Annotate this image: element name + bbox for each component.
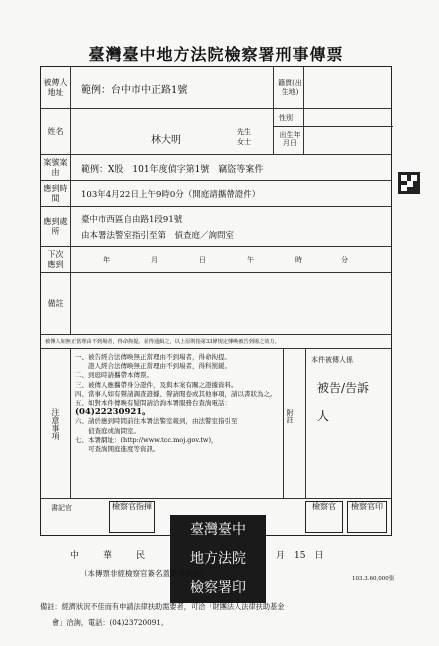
party-role-suffix: 人 <box>317 409 330 423</box>
next-year: 年 <box>103 256 110 264</box>
date-row <box>41 181 391 207</box>
date-value: 103年4月22日上午9時0分（開庭請攜帶證件） <box>81 190 261 200</box>
origin-label: 籍貫(出生地) <box>278 79 302 96</box>
official-seal: 臺灣臺中 地方法院 檢察署印 <box>170 515 266 603</box>
notice-header-row <box>41 335 391 349</box>
document-title: 臺灣臺中地方法院檢察署刑事傳票 <box>88 45 344 64</box>
notes-label: 注意事項 <box>41 349 71 498</box>
footer-line1: 備註：經濟狀況不佳而有申請法律扶助需要者，可洽「財團法人法律扶助基金 <box>40 602 285 611</box>
place-line1: 臺中市西區自由路1段91號 <box>81 215 183 225</box>
birth-label: 出生年月日 <box>279 131 301 147</box>
party-role: 被告/告訴 <box>317 381 370 395</box>
remarks-label: 備註 <box>41 273 71 334</box>
address-row <box>41 67 391 109</box>
annotation-label: 附註 <box>286 409 294 423</box>
name-value: 林大明 <box>151 135 181 146</box>
honorific-female: 女士 <box>237 138 251 146</box>
form-code: 103.3.60,000張 <box>352 576 395 582</box>
case-label: 案號案由 <box>41 155 71 180</box>
remarks-row <box>41 273 391 335</box>
qr-code-icon <box>398 172 420 194</box>
gender-label: 性別 <box>279 114 293 122</box>
prosecutor-stamp-left: 檢察官指揮 <box>109 501 155 533</box>
next-ampm: 午 <box>247 256 254 264</box>
date-label: 應到時間 <box>41 181 71 206</box>
address-value: 範例：台中市中正路1號 <box>81 85 188 96</box>
next-day: 日 <box>199 256 206 264</box>
case-value: 範例：X股 101年度偵字第1號 竊盜等案件 <box>81 165 264 175</box>
honorific-male: 先生 <box>237 128 251 136</box>
prosecutor-stamp-right-1: 檢察官 <box>305 501 343 533</box>
summons-form <box>40 66 392 536</box>
notice-header: 被傳人如無正當理由不到場者，得命拘提。並得通緝之，以上原則指第33條規定傳喚被告到場之效力。 <box>45 339 280 345</box>
next-minute: 分 <box>341 256 348 264</box>
next-month: 月 <box>151 256 158 264</box>
notes-list: 一、被告經合法傳喚無正當理由不到場者，得命拘提。 證人經合法傳喚無正當理由不到場者，得科罰鍰。 二、到庭時請攜帶本傳票。 三、被傳人應攜帶身分證件，及與本案有關之證據資料。 四、當事人如有聲請調查證據、聲請閱卷或其他事項，請以書狀為之。 五、如對本件傳喚有疑問請洽詢本署服務台查詢電話： (04)22230921。 六、請於應到時間前往本署法警室報到，由法警室指引至 偵查庭或詢問室。 七、本署網址：(http://www.tcc.moj.gov.tw)， 可查詢開庭進度等資訊。 <box>75 353 277 454</box>
clerk-label: 書記官 <box>51 504 72 512</box>
case-row <box>41 155 391 181</box>
next-date-row <box>41 247 391 273</box>
validity-footnote: （本傳票非經檢察官簽名蓋章者無效） <box>80 569 208 578</box>
address-label: 被傳人地址 <box>41 67 71 108</box>
name-label: 姓名 <box>41 109 71 154</box>
place-line2: 由本署法警室指引至第 偵查庭／詢問室 <box>81 231 235 241</box>
place-label: 應到處所 <box>41 207 71 246</box>
date-line-suffix: 月 15 日 <box>276 551 324 561</box>
party-title: 本件被傳人係 <box>311 356 353 364</box>
next-date-label: 下次 應到 <box>41 247 71 272</box>
name-row <box>41 109 391 155</box>
notes-row <box>41 349 391 499</box>
prosecutor-stamp-right-2: 檢察官印 <box>347 501 387 533</box>
next-hour: 時 <box>295 256 302 264</box>
place-row <box>41 207 391 247</box>
date-line-prefix: 中 華 民 <box>70 551 148 561</box>
footer-line2: 會」洽詢，電話：(04)23720091。 <box>52 618 169 627</box>
